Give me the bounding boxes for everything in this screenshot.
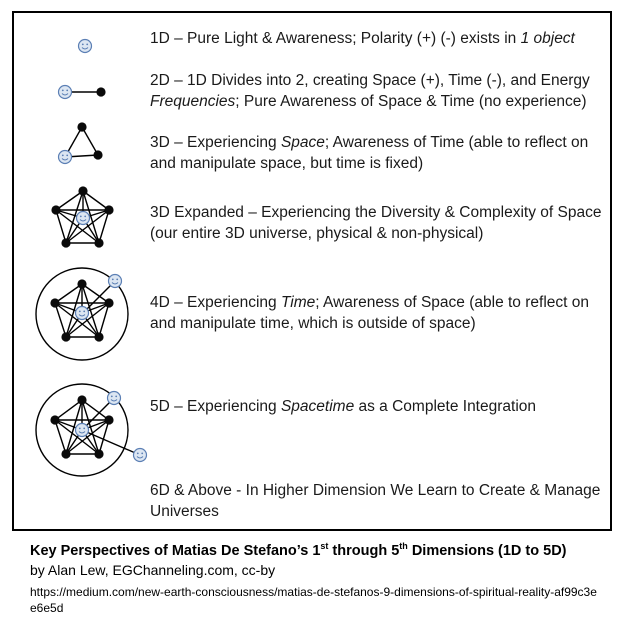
row-4d-emphasis: Time [280,294,316,311]
node-dot [50,415,59,424]
node-dot [94,238,103,247]
smiley-face-icon [108,392,121,405]
row-4d [150,292,610,334]
caption-title-part-1: Key Perspectives of Matias De Stefano’s 1 [30,542,321,559]
row-1d-text: 1D – Pure Light & Awareness; Polarity (+) (-) exists in [150,30,521,47]
caption-title-part-3: Dimensions (1D to 5D) [407,542,567,559]
smiley-face-icon [59,86,72,99]
row-3d-text: 3D – Experiencing [150,134,281,151]
connector-line [82,127,98,155]
smiley-face-icon [79,40,92,53]
row-1d-emphasis: 1 object [520,30,575,47]
node-dot [77,122,86,131]
node-dot [78,186,87,195]
node-dot [51,205,60,214]
smiley-eye [66,90,68,92]
row-5d-text-end: as a Complete Integration [354,398,537,415]
row-3d-emphasis: Space [280,134,325,151]
connector-line [99,210,109,243]
node-dot [50,298,59,307]
row-2d-text: 2D – 1D Divides into 2, creating Space (+), Time (-), and Energy [150,72,590,89]
caption-title [30,541,567,559]
row-3d-expanded-text: 3D Expanded – Experiencing the Diversity & Complexity of Space (our entire 3D universe, physical & non-physical) [150,204,602,242]
connector-line [56,210,66,243]
smiley-eye [116,279,118,281]
node-dot [104,205,113,214]
smiley-eye [83,311,85,313]
node-dot [61,449,70,458]
node-dot [104,298,113,307]
row-2d-text-end: ; Pure Awareness of Space & Time (no experience) [235,93,587,110]
row-5d-emphasis: Spacetime [280,398,355,415]
caption-title-sup-1: st [320,541,329,551]
smiley-eye [141,453,143,455]
caption-title-part-2: through 5 [328,542,400,559]
smiley-eye [112,279,114,281]
smiley-face-icon [77,212,90,225]
row-3d [150,132,610,174]
smiley-eye [66,155,68,157]
node-dot [96,87,105,96]
smiley-eye [84,216,86,218]
connector-line [56,191,83,210]
smiley-face-icon [134,449,147,462]
row-3d-text-end: ; Awareness of Time (able to reflect on and manipulate space, but time is fixed) [150,134,589,172]
connector-line [99,420,109,454]
caption-title-sup-2: th [399,541,408,551]
row-3d-expanded [150,202,610,244]
node-dot [77,279,86,288]
row-6d [150,480,610,522]
smiley-face-icon [109,275,122,288]
node-dot [93,150,102,159]
row-5d [150,396,610,417]
smiley-eye [62,155,64,157]
smiley-face-icon [59,151,72,164]
smiley-eye [115,396,117,398]
row-4d-text: 4D – Experiencing [150,294,281,311]
connector-line [55,400,82,420]
smiley-eye [82,44,84,46]
smiley-eye [111,396,113,398]
row-5d-text: 5D – Experiencing [150,398,281,415]
row-2d-emphasis: Frequencies [150,93,236,110]
smiley-eye [62,90,64,92]
row-2d [150,70,610,112]
smiley-face-icon [76,307,89,320]
connector-line [55,284,82,303]
caption-byline: by Alan Lew, EGChanneling.com, cc-by [30,562,276,578]
node-dot [77,395,86,404]
smiley-eye [79,311,81,313]
smiley-eye [83,428,85,430]
node-dot [94,449,103,458]
smiley-face-icon [76,424,89,437]
connector-line [83,191,109,210]
node-dot [94,332,103,341]
smiley-eye [80,216,82,218]
connector-line [99,303,109,337]
node-dot [104,415,113,424]
row-6d-text: 6D & Above - In Higher Dimension We Learn to Create & Manage Universes [150,482,601,520]
node-dot [61,332,70,341]
caption-url[interactable]: https://medium.com/new-earth-consciousness/matias-de-stefanos-9-dimensions-of-spiritual-reality-af99c3ee6e5d [30,585,597,615]
smiley-eye [79,428,81,430]
row-4d-text-end: ; Awareness of Space (able to reflect on and manipulate time, which is outside of space) [150,294,589,332]
node-dot [61,238,70,247]
smiley-eye [137,453,139,455]
smiley-eye [86,44,88,46]
row-1d [150,28,610,49]
